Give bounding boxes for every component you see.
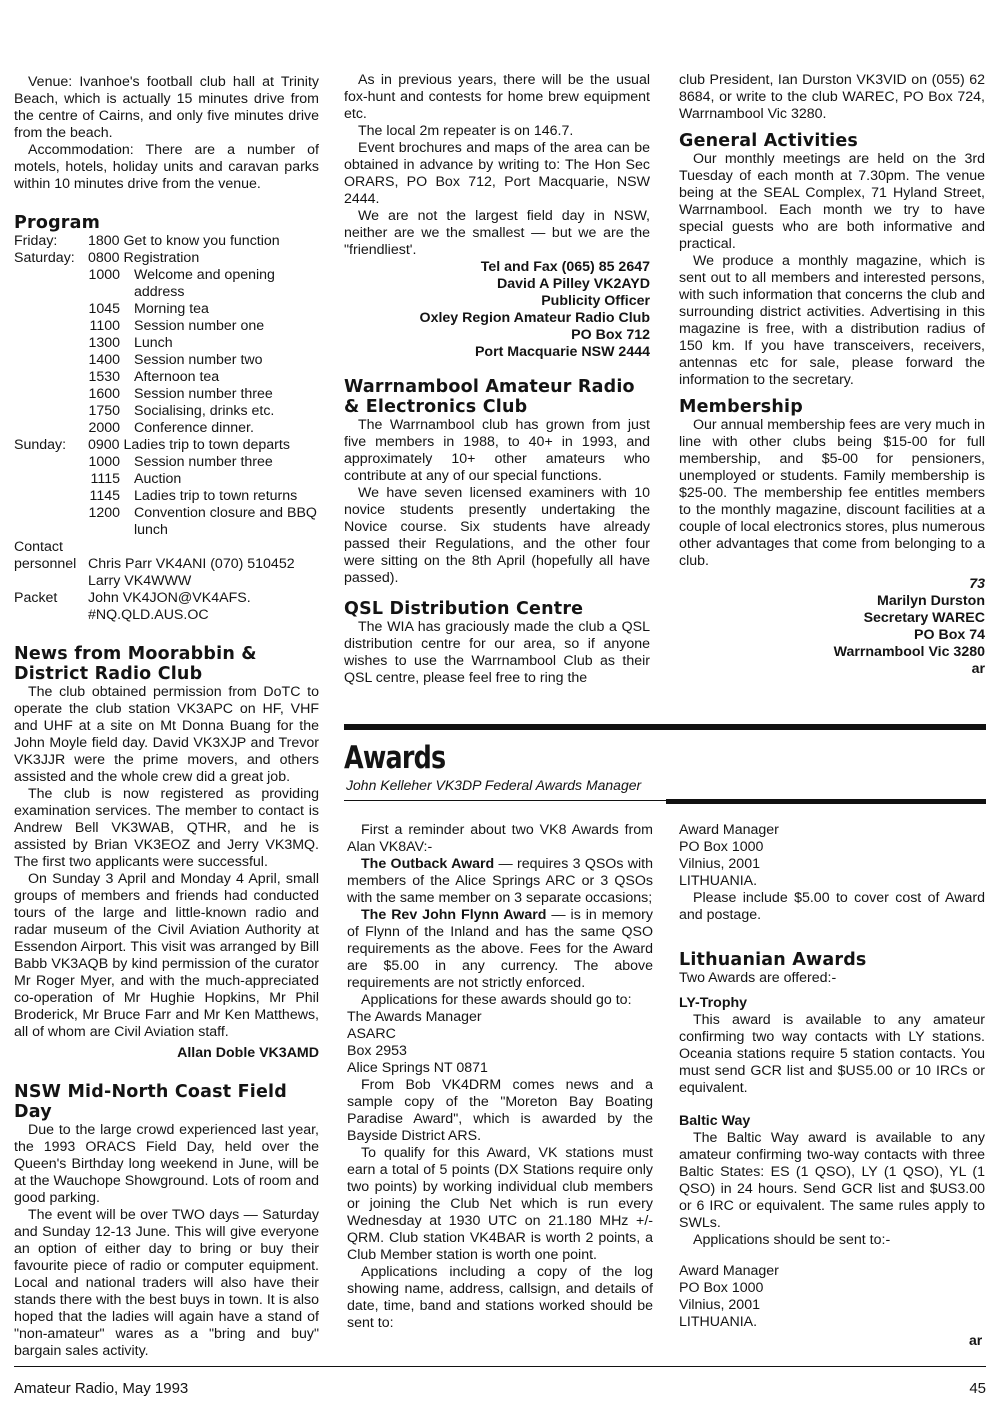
program-event <box>88 386 319 403</box>
program-row <box>14 454 319 471</box>
col2-paragraph-3: Event brochures and maps of the area can be obtained in advance by writing to: The Hon Sec ORARS, PO Box 712, Port Macquarie, NSW 2444. <box>344 140 650 207</box>
asarc-address <box>347 1009 653 1077</box>
sig-line: Warrnambool Vic 3280 <box>833 644 985 660</box>
program-event-text: 0900 Ladies trip to town departs <box>88 437 290 453</box>
program-event <box>88 454 319 471</box>
awards-right-column <box>679 822 985 1249</box>
accommodation-paragraph: Accommodation: There are a number of motels, hotels, holiday units and caravan parks within 10 minutes drive from the venue. <box>14 142 319 192</box>
end-mark: ar <box>971 661 985 677</box>
column-3 <box>679 72 985 678</box>
fee-paragraph: Please include $5.00 to cover cost of Award and postage. <box>679 890 985 923</box>
program-event-text: Session number one <box>134 318 265 334</box>
program-row <box>14 437 319 454</box>
program-time: 1115 <box>90 471 120 487</box>
moorabbin-signature: Allan Doble VK3AMD <box>177 1045 319 1061</box>
program-row <box>14 488 319 505</box>
address-line: LITHUANIA. <box>679 873 758 889</box>
lithuania-apply-paragraph: Applications should be sent to:- <box>693 1232 891 1248</box>
program-time: 1200 <box>88 505 120 521</box>
program-event-text: Welcome and opening address <box>134 267 275 300</box>
column-2 <box>344 72 650 687</box>
program-day <box>14 301 88 318</box>
flynn-award-label: The Rev John Flynn Award <box>361 907 547 923</box>
program-row <box>14 403 319 420</box>
program-event-text: Auction <box>134 471 182 487</box>
program-day <box>14 386 88 403</box>
program-day <box>14 267 88 301</box>
program-time: 1145 <box>89 488 120 504</box>
address-line: Award Manager <box>679 822 779 838</box>
program-event <box>88 318 319 335</box>
awards-byline-rule <box>344 800 666 801</box>
program-day <box>14 352 88 369</box>
program-day <box>14 369 88 386</box>
program-row <box>14 250 319 267</box>
program-event <box>88 403 319 420</box>
qualify-paragraph: To qualify for this Award, VK stations must earn a total of 5 points (DX Stations require only two points) by working individual club members or joining the Club Net which is run every Wednesday at 1930 UTC on 21.180 MHz +/- QRM. Club station VK4BAR is worth 2 points, a Club Member station is worth one point. <box>347 1145 653 1263</box>
awards-left-column <box>347 822 653 1332</box>
awards-title: Awards <box>344 740 446 776</box>
program-time: 1000 <box>88 454 120 470</box>
program-event-text: Conference dinner. <box>134 420 254 436</box>
program-row <box>14 301 319 318</box>
program-event-text: Convention closure and BBQ lunch <box>134 505 317 538</box>
sig-line: PO Box 74 <box>914 627 985 643</box>
col3-paragraph-1: club President, Ian Durston VK3VID on (055) 62 8684, or write to the club WAREC, PO Box 724, Warrnambool Vic 3280. <box>679 72 985 122</box>
program-time: 1000 <box>88 267 120 283</box>
contact-table <box>14 539 295 624</box>
moorabbin-paragraph-2: The club is now registered as providing examination services. The member to contact is Andrew Bell VK3WAB, QTHR, and he is assisted by Brian VK3EOZ and Jerry VK3MQ. The first two applicants were successful. <box>14 786 319 870</box>
program-row <box>14 352 319 369</box>
program-day <box>14 318 88 335</box>
program-event-text: Session number two <box>134 352 263 368</box>
program-time: 1600 <box>88 386 120 402</box>
program-day <box>14 403 88 420</box>
general-activities-heading: General Activities <box>679 131 859 151</box>
col2-paragraph-4: We are not the largest field day in NSW, neither are we the smallest — but we are the "friendliest'. <box>344 208 650 258</box>
oxley-signature <box>344 259 650 361</box>
flynn-award-text: — is in memory of Flynn of the Inland and has the same QSO requirements as the above. Fees for the Award are $5.00 in any currency. The above requirements are not strictly enforced. <box>347 907 653 991</box>
program-day: Friday: <box>14 233 58 249</box>
warec-signature <box>679 576 985 678</box>
venue-paragraph: Venue: Ivanhoe's football club hall at Trinity Beach, which is actually 15 minutes drive from the centre of Cairns, and only five minutes drive from the beach. <box>14 74 319 141</box>
program-event-text: Morning tea <box>134 301 209 317</box>
program-heading: Program <box>14 213 101 233</box>
program-event <box>88 250 319 267</box>
outback-award-label: The Outback Award <box>361 856 495 872</box>
packet-label: Packet <box>14 590 58 606</box>
footer-rule <box>14 1366 986 1367</box>
column-1 <box>14 74 319 1360</box>
program-time: 1530 <box>88 369 120 385</box>
general-paragraph-2: We produce a monthly magazine, which is sent out to all members and interested persons, with such information that concerns the club and surrounding district activities. Advertising in this magazine is free, with a distribution radius of 150 km. If you have transceivers, receivers, antennas etc for sale, please forward the information to the secretary. <box>679 253 985 388</box>
program-time: 2000 <box>88 420 120 436</box>
sig-line: PO Box 712 <box>571 327 650 343</box>
awards-thick-rule <box>666 799 986 804</box>
membership-paragraph: Our annual membership fees are very much in line with other clubs being $15-00 for full membership, and $5-00 for pensioners, unemployed or students. Family membership is $25-00. The membership fee entitles members to the monthly magazine, discount facilities at a couple of local electronics stores, plus numerous other advantages that come from belonging to a club. <box>679 417 985 569</box>
program-event-text: Lunch <box>134 335 173 351</box>
contact-label: Contact <box>14 539 63 555</box>
contact-person-2: Larry VK4WWW <box>88 573 192 589</box>
membership-heading: Membership <box>679 397 803 417</box>
sig-line: Tel and Fax (065) 85 2647 <box>480 259 650 275</box>
program-day <box>14 335 88 352</box>
program-time: 1300 <box>88 335 120 351</box>
program-time: 1045 <box>88 301 120 317</box>
sig-line: David A Pilley VK2AYD <box>497 276 650 292</box>
program-day <box>14 471 88 488</box>
address-line: PO Box 1000 <box>679 839 764 855</box>
address-line: LITHUANIA. <box>679 1314 758 1330</box>
program-event <box>88 471 319 488</box>
address-line: Vilnius, 2001 <box>679 856 760 872</box>
program-event-text: 1800 Get to know you function <box>88 233 280 249</box>
nsw-heading: NSW Mid-North Coast Field Day <box>14 1082 287 1122</box>
sig-line: Publicity Officer <box>541 293 650 309</box>
lithuanian-intro: Two Awards are offered:- <box>679 970 837 986</box>
log-paragraph: Applications including a copy of the log showing name, address, callsign, and details of date, time, band and stations worked should be sent to: <box>347 1264 653 1331</box>
warrnambool-paragraph-2: We have seven licensed examiners with 10 novice students presently undertaking the Novice course. Six students have already passed their Regulations, and the other four were sitting on the 8th April (hopefully all have passed). <box>344 485 650 586</box>
general-paragraph-1: Our monthly meetings are held on the 3rd Tuesday of each month at 7.30pm. The venue being at the SEAL Complex, 71 Hyland Street, Warrnambool. Each month we try to have special guests who are both informative and practical. <box>679 151 985 252</box>
ly-trophy-paragraph: This award is available to any amateur confirming two way contacts with LY stations. Oceania stations require 5 station contacts. You must send GCR list and $US5.00 or 10 IRCs or equivalent. <box>679 1012 985 1096</box>
sig-line: Oxley Region Amateur Radio Club <box>419 310 650 326</box>
program-event-text: Session number three <box>134 386 273 402</box>
program-event <box>88 233 319 250</box>
program-day <box>14 454 88 471</box>
bars-address <box>679 822 985 890</box>
program-event <box>88 369 319 386</box>
outback-award-text: — requires 3 QSOs with members of the Alice Springs ARC or 3 QSOs with the same member on 3 separate occasions; <box>347 856 653 906</box>
program-event-text: Afternoon tea <box>134 369 220 385</box>
program-row <box>14 318 319 335</box>
program-event <box>88 505 319 539</box>
sig-line: Port Macquarie NSW 2444 <box>474 344 650 360</box>
packet-address-2: #NQ.QLD.AUS.OC <box>88 607 209 623</box>
program-row <box>14 420 319 437</box>
address-line: Box 2953 <box>347 1043 407 1059</box>
program-row <box>14 369 319 386</box>
flynn-award <box>347 907 653 992</box>
qsl-paragraph: The WIA has graciously made the club a QSL distribution centre for our area, so if anyone wishes to use the Warrnambool Club as their QSL centre, please feel free to ring the <box>344 619 650 686</box>
program-event <box>88 420 319 437</box>
warrnambool-heading: Warrnambool Amateur Radio & Electronics Club <box>344 377 635 417</box>
program-day <box>14 505 88 539</box>
moorabbin-paragraph-1: The club obtained permission from DoTC to operate the club station VK3APC on HF, VHF and UHF at a site on Mt Donna Buang for the John Moyle field day. David VK3XJP and Trevor VK3JJR were the prime movers, and others assisted and the whole crew did a great job. <box>14 684 319 785</box>
program-event-text: Socialising, drinks etc. <box>134 403 275 419</box>
program-day <box>14 420 88 437</box>
awards-byline: John Kelleher VK3DP Federal Awards Manager <box>346 777 642 793</box>
program-row <box>14 335 319 352</box>
program-event-text: 0800 Registration <box>88 250 200 266</box>
packet-address-1: John VK4JON@VK4AFS. <box>88 590 251 606</box>
program-row <box>14 505 319 539</box>
qsl-heading: QSL Distribution Centre <box>344 599 584 619</box>
program-time: 1400 <box>88 352 120 368</box>
program-day <box>14 488 88 505</box>
moorabbin-heading: News from Moorabbin & District Radio Club <box>14 644 257 684</box>
program-day: Saturday: <box>14 250 75 266</box>
program-event-text: Session number three <box>134 454 273 470</box>
warrnambool-paragraph-1: The Warrnambool club has grown from just five members in 1988, to 40+ in 1993, and approximately 10+ other amateurs who contribute at any of our special functions. <box>344 417 650 484</box>
program-event <box>88 301 319 318</box>
personnel-label: personnel <box>14 556 77 572</box>
page-number: 45 <box>969 1380 986 1397</box>
nsw-paragraph-1: Due to the large crowd experienced last year, the 1993 ORACS Field Day, held over the Queen's Birthday long weekend in June, will be at the Wauchope Showground. Lots of room and good parking. <box>14 1122 319 1206</box>
outback-award <box>347 856 653 907</box>
program-event <box>88 335 319 352</box>
program-event <box>88 267 319 301</box>
program-time: 1750 <box>88 403 120 419</box>
program-row <box>14 471 319 488</box>
baltic-way-paragraph: The Baltic Way award is available to any amateur confirming two-way contacts with three Baltic States: ES (1 QSO), LY (1 QSO), YL (1 QSO) in 24 hours. Send GCR list and $US3.00 or 6 IRC or equivalent. The same rules apply to SWLs. <box>679 1130 985 1231</box>
awards-intro: First a reminder about two VK8 Awards from Alan VK8AV:- <box>347 822 653 855</box>
address-line: The Awards Manager <box>347 1009 482 1025</box>
program-time: 1100 <box>89 318 120 334</box>
footer-publication: Amateur Radio, May 1993 <box>14 1380 189 1397</box>
applications-paragraph: Applications for these awards should go to: <box>361 992 632 1008</box>
program-event <box>88 352 319 369</box>
program-row <box>14 267 319 301</box>
lithuania-address-block <box>679 1263 985 1331</box>
address-line: Alice Springs NT 0871 <box>347 1060 488 1076</box>
sig-line: Secretary WAREC <box>863 610 985 626</box>
sig-line: Marilyn Durston <box>877 593 985 609</box>
program-row <box>14 233 319 250</box>
program-event <box>88 437 319 454</box>
sig-73: 73 <box>969 576 985 592</box>
contact-person-1: Chris Parr VK4ANI (070) 510452 <box>88 556 295 572</box>
address-line: Vilnius, 2001 <box>679 1297 760 1313</box>
ly-trophy-heading: LY-Trophy <box>679 995 748 1011</box>
program-event <box>88 488 319 505</box>
awards-end-mark: ar <box>969 1332 983 1348</box>
address-line: Award Manager <box>679 1263 779 1279</box>
program-day: Sunday: <box>14 437 67 453</box>
nsw-paragraph-2: The event will be over TWO days — Saturday and Sunday 12-13 June. This will give everyone an option of either day to bring or buy their favourite piece of radio or computer equipment. Local and national traders will also have their stands there with the best buys in town. It is also hoped that the ladies will again have a stand of "non-amateur" wares as a "bring and buy" bargain sales activity. <box>14 1207 319 1359</box>
col2-paragraph-1: As in previous years, there will be the usual fox-hunt and contests for home brew equipment etc. <box>344 72 650 122</box>
program-event-text: Ladies trip to town returns <box>134 488 298 504</box>
program-row <box>14 386 319 403</box>
address-line: ASARC <box>347 1026 396 1042</box>
moreton-bay-paragraph: From Bob VK4DRM comes news and a sample copy of the "Moreton Bay Boating Paradise Award", which is awarded by the Bayside District ARS. <box>347 1077 653 1144</box>
awards-top-rule <box>344 724 986 730</box>
program-table <box>14 233 319 539</box>
address-line: PO Box 1000 <box>679 1280 764 1296</box>
col2-paragraph-2: The local 2m repeater is on 146.7. <box>358 123 574 139</box>
moorabbin-paragraph-3: On Sunday 3 April and Monday 4 April, small groups of members and friends had conducted tours of the large and little-known radio and radar museum of the Civil Aviation Authority at Essendon Airport. This visit was arranged by Bill Babb VK3AQB by kind permission of the curator Mr Roger Myer, and with the much-appreciated co-operation of Mr Hughie Hopkins, Mr Phil Broderick, Mr Bruce Farr and Mr Ken Matthews, all of whom are Civil Aviation staff. <box>14 871 319 1040</box>
baltic-way-heading: Baltic Way <box>679 1113 751 1129</box>
lithuanian-awards-heading: Lithuanian Awards <box>679 950 867 970</box>
